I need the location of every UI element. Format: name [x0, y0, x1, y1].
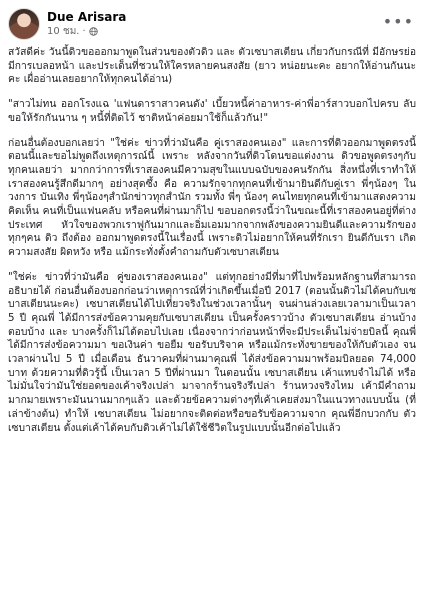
- post-paragraph-headline-quote: "สาวไม่ทน ออกโรงแฉ 'แฟนดาราสาวคนดัง' เบี้ยวหนี้ค่าอาหาร-ค่าพี่อาร์สาวบอกไปครบ ลับขอให้รักกันนาน ๆ หนี้ที่ติดไว้ ชาติหน้าค่อยมาใช้ก็แล้วกัน!": [8, 98, 416, 124]
- separator-dot: ·: [82, 26, 86, 37]
- post-header: [8, 0, 416, 46]
- post-paragraph-explanation: ก่อนอื่นต้องบอกเลยว่า "ใช่ค่ะ ข่าวที่ว่ามันคือ คู่เราสองคนเอง" และการที่ดิวออกมาพูดตรงนี้ ตอนนี้และขอไม่พูดถึงเหตุการณ์นี้ เพราะ หลังจากวันที่ดิวโดนขอแต่งงาน ดิวขอพูดตรงๆกับทุกคนเลยว่า มากกว่าการที่เราสองคนมีความสุขในแบบฉบับของคนรักกัน สิ่งหนึ่งที่เราทำให้เราสองคนรู้สึกดีมากๆ อย่างสุดซึ้ง คือ ความรักจากทุกคนที่เข้ามายินดีกับคู่เรา พี่ๆน้องๆ ในวงการ บันเทิง พี่ๆน้องๆสำนักข่าวทุกสำนัก รวมทั้ง พี่ๆ น้องๆ คนไทยทุกคนที่เข้ามาแสดงความคิดเห็น คนที่เป็นแฟนคลับ หรือคนที่ผ่านมาก็ไป ขอบอกตรงนี้ว่าในขณะนี้ที่เราสองคนอยู่ที่ต่างประเทศ หัวใจของพวกเราฟูกันมากและอิ่มเอมมากจากพลังของความยินดีและความรักของทุกๆคน ดิว ถึงต้อง ออกมาพูดตรงนี้ในเรื่องนี้ เพราะดิวไม่อยากให้คนที่รักเรา ยินดีกับเรา เกิดความสงสัย ผิดหวัง หรือ แม้กระทั่งตั้งคำถามกับตัวเซบาสเตียน: [8, 136, 416, 259]
- post-paragraph-intro: สวัสดีค่ะ วันนี้ดิวขอออกมาพูดในส่วนของตัวดิว และ ตัวเซบาสเตียน เกี่ยวกับกรณีที่ มีอักษรย่อ มีการเบลอหน้า และประเด็นที่ชวนให้ใครหลายคนสงสัย (ยาว หน่อยนะคะ อยากให้อ่านกันนะคะ เผื่ออ่านเลยอยากให้ทุกคนได้อ่าน): [8, 46, 416, 86]
- post-subline: [47, 25, 126, 38]
- avatar[interactable]: [8, 8, 40, 40]
- post-paragraph-details: "ใช่ค่ะ ข่าวที่ว่ามันคือ คู่ของเราสองคนเอง" แต่ทุกอย่างมีที่มาที่ไปพร้อมหลักฐานที่สามารถอธิบายได้ ก่อนอื่นต้องบอกก่อนว่าเหตุการณ์ที่ว่าเกิดขึ้นเมื่อปี 2017 (ตอนนั้นดิวไม่ได้คบกับเซบาสเตียนนะคะ) เซบาสเตียนได้ไปเที่ยวจริงในช่วงเวลานั้นๆ จนผ่านล่วงเลยเวลามาเป็นเวลา 5 ปี คุณพี่ ได้มีการส่งข้อความคุยกับเซบาสเตียน เป็นครั้งคราวบ้าง ตัวเซบาสเตียน อ่านบ้าง ตอบบ้าง และ บางครั้งก็ไม่ได้ตอบไปเลย เนื่องจากว่าก่อนหน้าที่จะมีประเด็นไม่จ่ายบิลนี้ คุณพี่ ได้มีการส่งข้อความมา ขอเงินค่า ขอยืม ขอรับบริจาค หรือแม้กระทั่งขายของให้กับตัวเอง จนเวลาผ่านไป 5 ปี เมื่อเดือน ธันวาคมที่ผ่านมาคุณพี่ ได้ส่งข้อความมาพร้อมบิลยอด 74,000 บาท ด้วยความที่ดิวรู้นี้ เป็นเวลา 5 ปีที่ผ่านมา ในตอนนั้น เซบาสเตียน เค้าแทบจำไม่ได้ หรือ ไม่มั่นใจว่ามันใช่ยอดของเค้าจริงเปล่า มาจากร้านจริงรึเปล่า ร้านหวงจริงไหม เค้ามีคำถามมากมายเพราะมันนานมากๆแล้ว และด้วยข้อความต่างๆที่เค้าเคยส่งมาในแนวทางแบบนั้น (ที่เล่าข้างต้น) ทำให้ เซบาสเตียน ไม่อยากจะติดต่อหรือขอรับข้อความจาก คุณพี่อีกบวกกับ ตัวเซบาสเตียน ตั้งแต่เค้าได้คบกับดิวเค้าไม่ได้ใช้ชีวิตในรูปแบบนั้นอีกต่อไปแล้ว: [8, 270, 416, 434]
- post-body: [8, 46, 416, 435]
- author-name[interactable]: Due Arisara: [47, 10, 127, 24]
- globe-icon: [89, 27, 98, 36]
- post-meta: [47, 10, 126, 38]
- more-options-icon[interactable]: •••: [382, 12, 414, 31]
- post-time[interactable]: 10 ชม.: [47, 26, 80, 37]
